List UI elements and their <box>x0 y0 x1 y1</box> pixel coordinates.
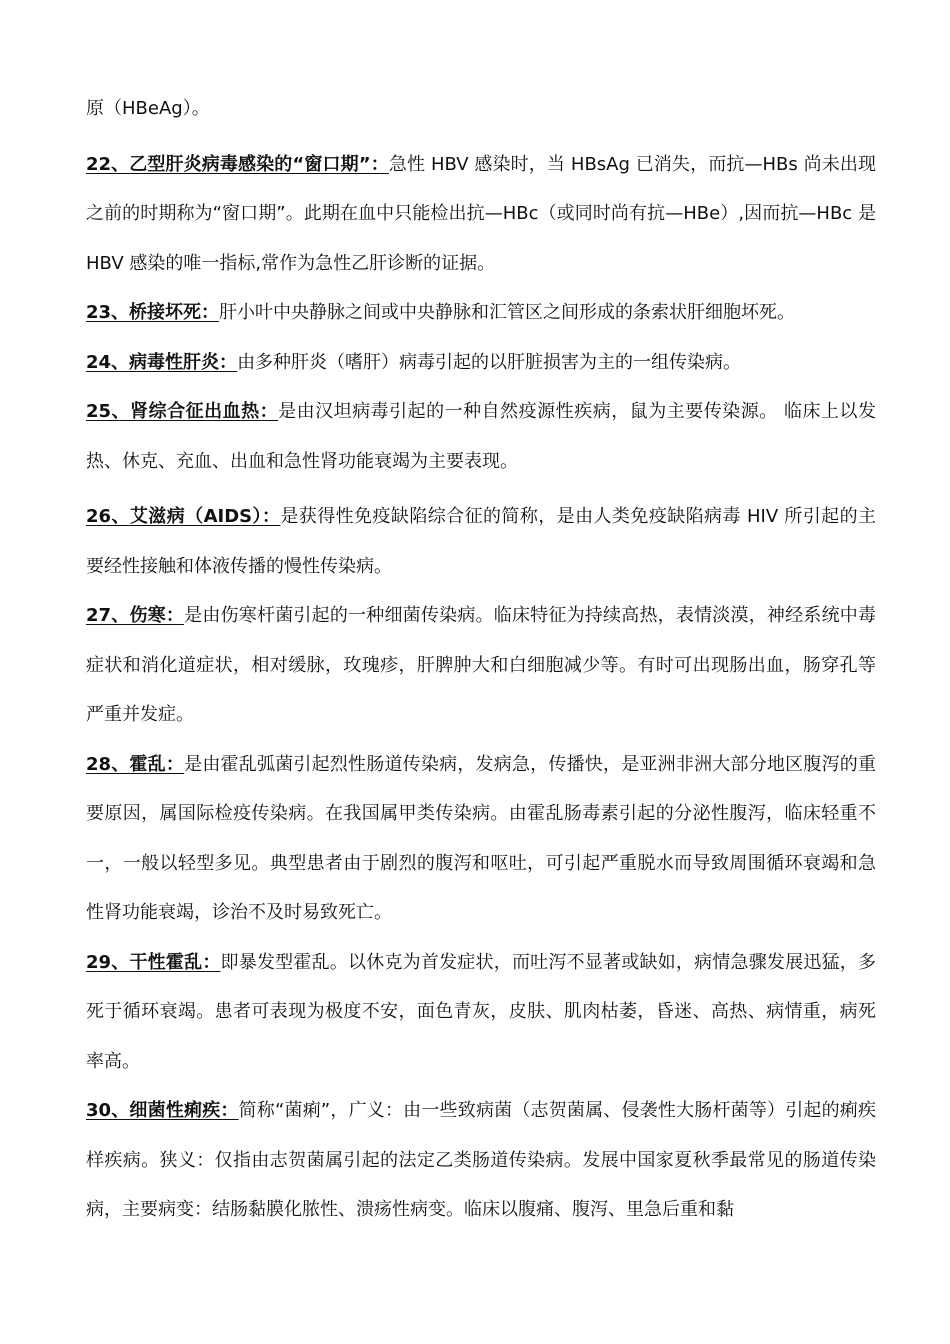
definition-entry-29 <box>86 938 876 1087</box>
definition-entry-28 <box>86 740 876 938</box>
definition-text: 由多种肝炎（嗜肝）病毒引起的以肝脏损害为主的一组传染病。 <box>237 351 742 373</box>
definition-text: 是获得性免疫缺陷综合征的简称，是由人类免疫缺陷病毒 HIV 所引起的主要经性接触和体液传播的慢性传染病。 <box>86 506 876 577</box>
term-label: 25、肾综合征出血热： <box>86 401 279 422</box>
definition-entry-26 <box>86 492 876 591</box>
term-label: 26、艾滋病（AIDS）： <box>86 506 281 527</box>
term-label: 22、乙型肝炎病毒感染的“窗口期”： <box>86 153 389 175</box>
term-label: 28、霍乱： <box>86 753 185 775</box>
definition-entry-25 <box>86 387 876 486</box>
definition-text: 是由伤寒杆菌引起的一种细菌传染病。临床特征为持续高热，表情淡漠，神经系统中毒症状和消化道症状，相对缓脉，玫瑰疹，肝脾肿大和白细胞减少等。有时可出现肠出血，肠穿孔等严重并发症。 <box>86 605 876 725</box>
definition-text: 是由汉坦病毒引起的一种自然疫源性疾病，鼠为主要传染源。 临床上以发热、休克、充血、出血和急性肾功能衰竭为主要表现。 <box>86 401 876 472</box>
term-label: 27、伤寒： <box>86 605 185 626</box>
definition-text: 肝小叶中央静脉之间或中央静脉和汇管区之间形成的条索状肝细胞坏死。 <box>219 302 796 323</box>
definition-text: 急性 HBV 感染时，当 HBsAg 已消失，而抗—HBs 尚未出现之前的时期称为“窗口期”。此期在血中只能检出抗—HBc（或同时尚有抗—HBe）,因而抗—HBc 是 HBV 感染的唯一指标,常作为急性乙肝诊断的证据。 <box>86 153 876 274</box>
term-label: 29、干性霍乱： <box>86 951 221 973</box>
definition-entry-22 <box>86 140 876 289</box>
definition-entry-27 <box>86 591 876 740</box>
definition-text: 即暴发型霍乱。以休克为首发症状，而吐泻不显著或缺如，病情急骤发展迅猛，多死于循环衰竭。患者可表现为极度不安，面色青灰，皮肤、肌肉枯萎，昏迷、高热、病情重，病死率高。 <box>86 951 876 1072</box>
term-label: 23、桥接坏死： <box>86 302 220 323</box>
intro-line: 原（HBeAg）。 <box>86 98 210 119</box>
term-label: 24、病毒性肝炎： <box>86 351 238 373</box>
definition-entry-30 <box>86 1086 876 1235</box>
definition-entry-23 <box>86 288 876 338</box>
term-label: 30、细菌性痢疾： <box>86 1100 239 1121</box>
definition-text: 是由霍乱弧菌引起烈性肠道传染病，发病急，传播快，是亚洲非洲大部分地区腹泻的重要原因，属国际检疫传染病。在我国属甲类传染病。由霍乱肠毒素引起的分泌性腹泻，临床轻重不一，一般以轻型多见。典型患者由于剧烈的腹泻和呕吐，可引起严重脱水而导致周围循环衰竭和急性肾功能衰竭，诊治不及时易致死亡。 <box>86 753 876 923</box>
definition-text: 简称“菌痢”，广义：由一些致病菌（志贺菌属、侵袭性大肠杆菌等）引起的痢疾样疾病。狭义：仅指由志贺菌属引起的法定乙类肠道传染病。发展中国家夏秋季最常见的肠道传染病，主要病变：结肠黏膜化脓性、溃疡性病变。临床以腹痛、腹泻、里急后重和黏 <box>86 1100 876 1220</box>
document-page <box>86 84 876 1235</box>
definition-entry-24 <box>86 338 876 388</box>
